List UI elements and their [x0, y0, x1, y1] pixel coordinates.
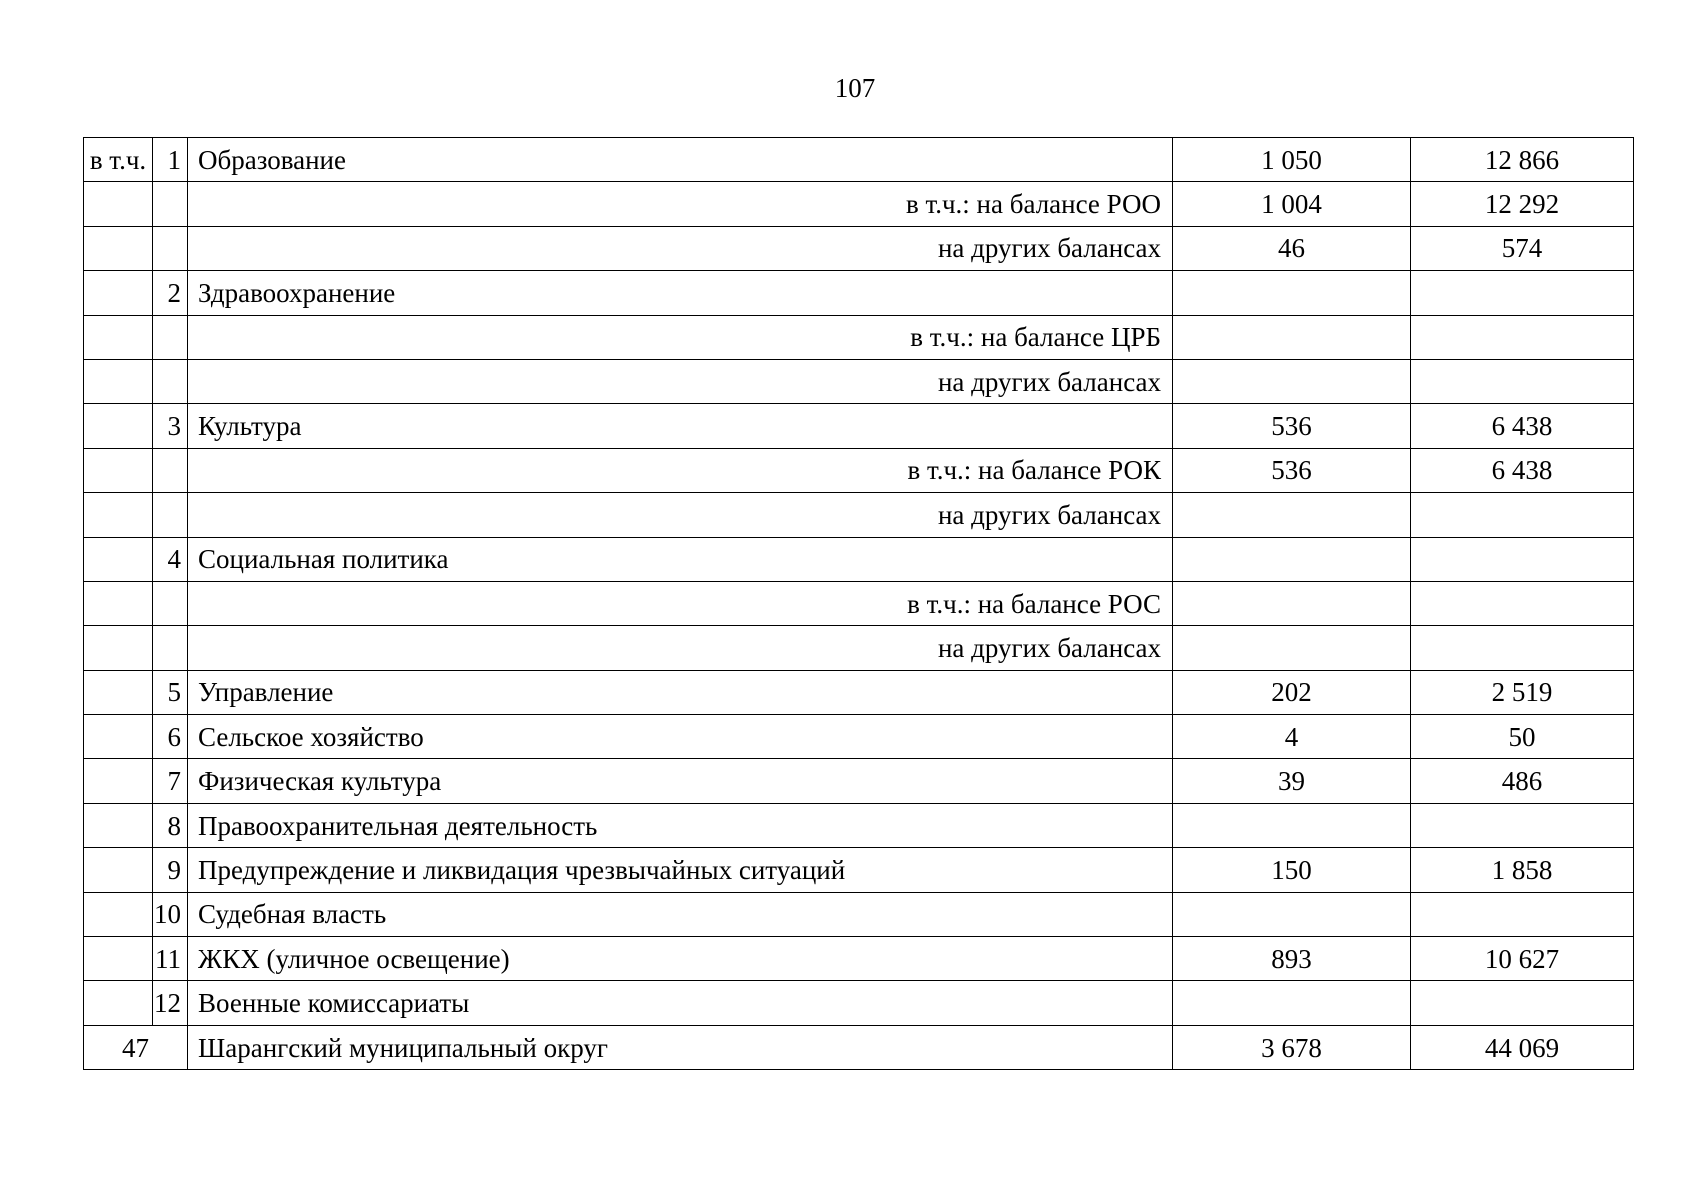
row-name-cell: Правоохранительная деятельность	[188, 803, 1173, 847]
row-name-cell: Судебная власть	[188, 892, 1173, 936]
row-name-cell: в т.ч.: на балансе РОС	[188, 581, 1173, 625]
row-value-1-cell: 150	[1173, 848, 1411, 892]
row-group-cell	[84, 759, 153, 803]
row-value-2-cell	[1411, 892, 1634, 936]
row-value-2-cell	[1411, 537, 1634, 581]
row-name-cell: на других балансах	[188, 226, 1173, 270]
row-group-cell	[84, 493, 153, 537]
total-row-id: 47	[84, 1025, 188, 1069]
row-value-1-cell	[1173, 537, 1411, 581]
row-number-cell	[153, 226, 188, 270]
table-row	[84, 759, 1634, 803]
row-value-1-cell	[1173, 493, 1411, 537]
row-value-1-cell	[1173, 315, 1411, 359]
row-number-cell	[153, 359, 188, 403]
row-name-cell: Культура	[188, 404, 1173, 448]
table-row	[84, 493, 1634, 537]
row-group-cell: в т.ч.	[84, 138, 153, 182]
row-value-2-cell: 12 866	[1411, 138, 1634, 182]
row-number-cell: 11	[153, 937, 188, 981]
row-number-cell	[153, 182, 188, 226]
table-row	[84, 404, 1634, 448]
row-value-1-cell	[1173, 581, 1411, 625]
row-number-cell: 6	[153, 715, 188, 759]
row-number-cell	[153, 448, 188, 492]
row-group-cell	[84, 359, 153, 403]
row-value-1-cell: 4	[1173, 715, 1411, 759]
table-row	[84, 315, 1634, 359]
table-row	[84, 226, 1634, 270]
row-value-1-cell: 893	[1173, 937, 1411, 981]
row-name-cell: в т.ч.: на балансе ЦРБ	[188, 315, 1173, 359]
row-number-cell	[153, 315, 188, 359]
row-group-cell	[84, 626, 153, 670]
row-value-2-cell: 12 292	[1411, 182, 1634, 226]
row-name-cell: Социальная политика	[188, 537, 1173, 581]
table-row	[84, 981, 1634, 1025]
row-value-2-cell	[1411, 626, 1634, 670]
row-group-cell	[84, 937, 153, 981]
row-group-cell	[84, 404, 153, 448]
row-value-2-cell: 10 627	[1411, 937, 1634, 981]
table-row	[84, 670, 1634, 714]
table-row	[84, 182, 1634, 226]
row-value-1-cell: 1 050	[1173, 138, 1411, 182]
row-number-cell: 4	[153, 537, 188, 581]
row-value-2-cell: 6 438	[1411, 404, 1634, 448]
row-number-cell: 10	[153, 892, 188, 936]
row-group-cell	[84, 803, 153, 847]
table-row	[84, 537, 1634, 581]
row-group-cell	[84, 271, 153, 315]
table-row	[84, 937, 1634, 981]
row-value-2-cell	[1411, 493, 1634, 537]
table-row-total	[84, 1025, 1634, 1069]
table-row	[84, 715, 1634, 759]
row-group-cell	[84, 670, 153, 714]
row-value-1-cell: 1 004	[1173, 182, 1411, 226]
row-value-2-cell	[1411, 315, 1634, 359]
row-group-cell	[84, 892, 153, 936]
row-value-1-cell	[1173, 626, 1411, 670]
row-name-cell: Управление	[188, 670, 1173, 714]
total-row-value-2: 44 069	[1411, 1025, 1634, 1069]
row-value-1-cell: 536	[1173, 448, 1411, 492]
row-value-2-cell: 2 519	[1411, 670, 1634, 714]
row-group-cell	[84, 537, 153, 581]
row-number-cell: 5	[153, 670, 188, 714]
row-number-cell: 1	[153, 138, 188, 182]
table-row	[84, 892, 1634, 936]
row-group-cell	[84, 981, 153, 1025]
row-value-2-cell: 50	[1411, 715, 1634, 759]
row-number-cell	[153, 626, 188, 670]
row-value-1-cell: 46	[1173, 226, 1411, 270]
row-number-cell: 2	[153, 271, 188, 315]
row-name-cell: в т.ч.: на балансе РОК	[188, 448, 1173, 492]
table-row	[84, 359, 1634, 403]
row-group-cell	[84, 715, 153, 759]
row-value-1-cell	[1173, 271, 1411, 315]
page-number: 107	[834, 73, 876, 103]
row-value-1-cell: 39	[1173, 759, 1411, 803]
table-body	[84, 138, 1634, 1070]
table-row	[84, 581, 1634, 625]
row-value-2-cell	[1411, 803, 1634, 847]
table-row	[84, 138, 1634, 182]
row-value-2-cell	[1411, 981, 1634, 1025]
row-number-cell	[153, 581, 188, 625]
row-value-2-cell	[1411, 359, 1634, 403]
total-row-name: Шарангский муниципальный округ	[188, 1025, 1173, 1069]
row-name-cell: Предупреждение и ликвидация чрезвычайных ситуаций	[188, 848, 1173, 892]
row-name-cell: на других балансах	[188, 493, 1173, 537]
table-row	[84, 848, 1634, 892]
row-value-2-cell: 6 438	[1411, 448, 1634, 492]
table-row	[84, 803, 1634, 847]
row-value-1-cell	[1173, 892, 1411, 936]
row-number-cell: 9	[153, 848, 188, 892]
total-row-value-1: 3 678	[1173, 1025, 1411, 1069]
table-row	[84, 448, 1634, 492]
row-number-cell	[153, 493, 188, 537]
row-name-cell: ЖКХ (уличное освещение)	[188, 937, 1173, 981]
row-group-cell	[84, 448, 153, 492]
row-name-cell: Сельское хозяйство	[188, 715, 1173, 759]
row-group-cell	[84, 581, 153, 625]
row-value-1-cell: 536	[1173, 404, 1411, 448]
row-group-cell	[84, 315, 153, 359]
table-row	[84, 626, 1634, 670]
row-number-cell: 8	[153, 803, 188, 847]
row-name-cell: на других балансах	[188, 626, 1173, 670]
row-name-cell: в т.ч.: на балансе РОО	[188, 182, 1173, 226]
row-name-cell: Образование	[188, 138, 1173, 182]
table-row	[84, 271, 1634, 315]
row-value-2-cell	[1411, 581, 1634, 625]
row-name-cell: на других балансах	[188, 359, 1173, 403]
row-value-1-cell	[1173, 359, 1411, 403]
row-value-2-cell: 574	[1411, 226, 1634, 270]
row-value-2-cell	[1411, 271, 1634, 315]
row-name-cell: Здравоохранение	[188, 271, 1173, 315]
row-number-cell: 7	[153, 759, 188, 803]
row-group-cell	[84, 182, 153, 226]
row-group-cell	[84, 226, 153, 270]
row-group-cell	[84, 848, 153, 892]
row-value-2-cell: 486	[1411, 759, 1634, 803]
row-number-cell: 12	[153, 981, 188, 1025]
row-value-1-cell	[1173, 803, 1411, 847]
row-number-cell: 3	[153, 404, 188, 448]
row-value-1-cell: 202	[1173, 670, 1411, 714]
row-name-cell: Физическая культура	[188, 759, 1173, 803]
expenditure-table	[83, 137, 1634, 1070]
row-value-2-cell: 1 858	[1411, 848, 1634, 892]
row-value-1-cell	[1173, 981, 1411, 1025]
row-name-cell: Военные комиссариаты	[188, 981, 1173, 1025]
